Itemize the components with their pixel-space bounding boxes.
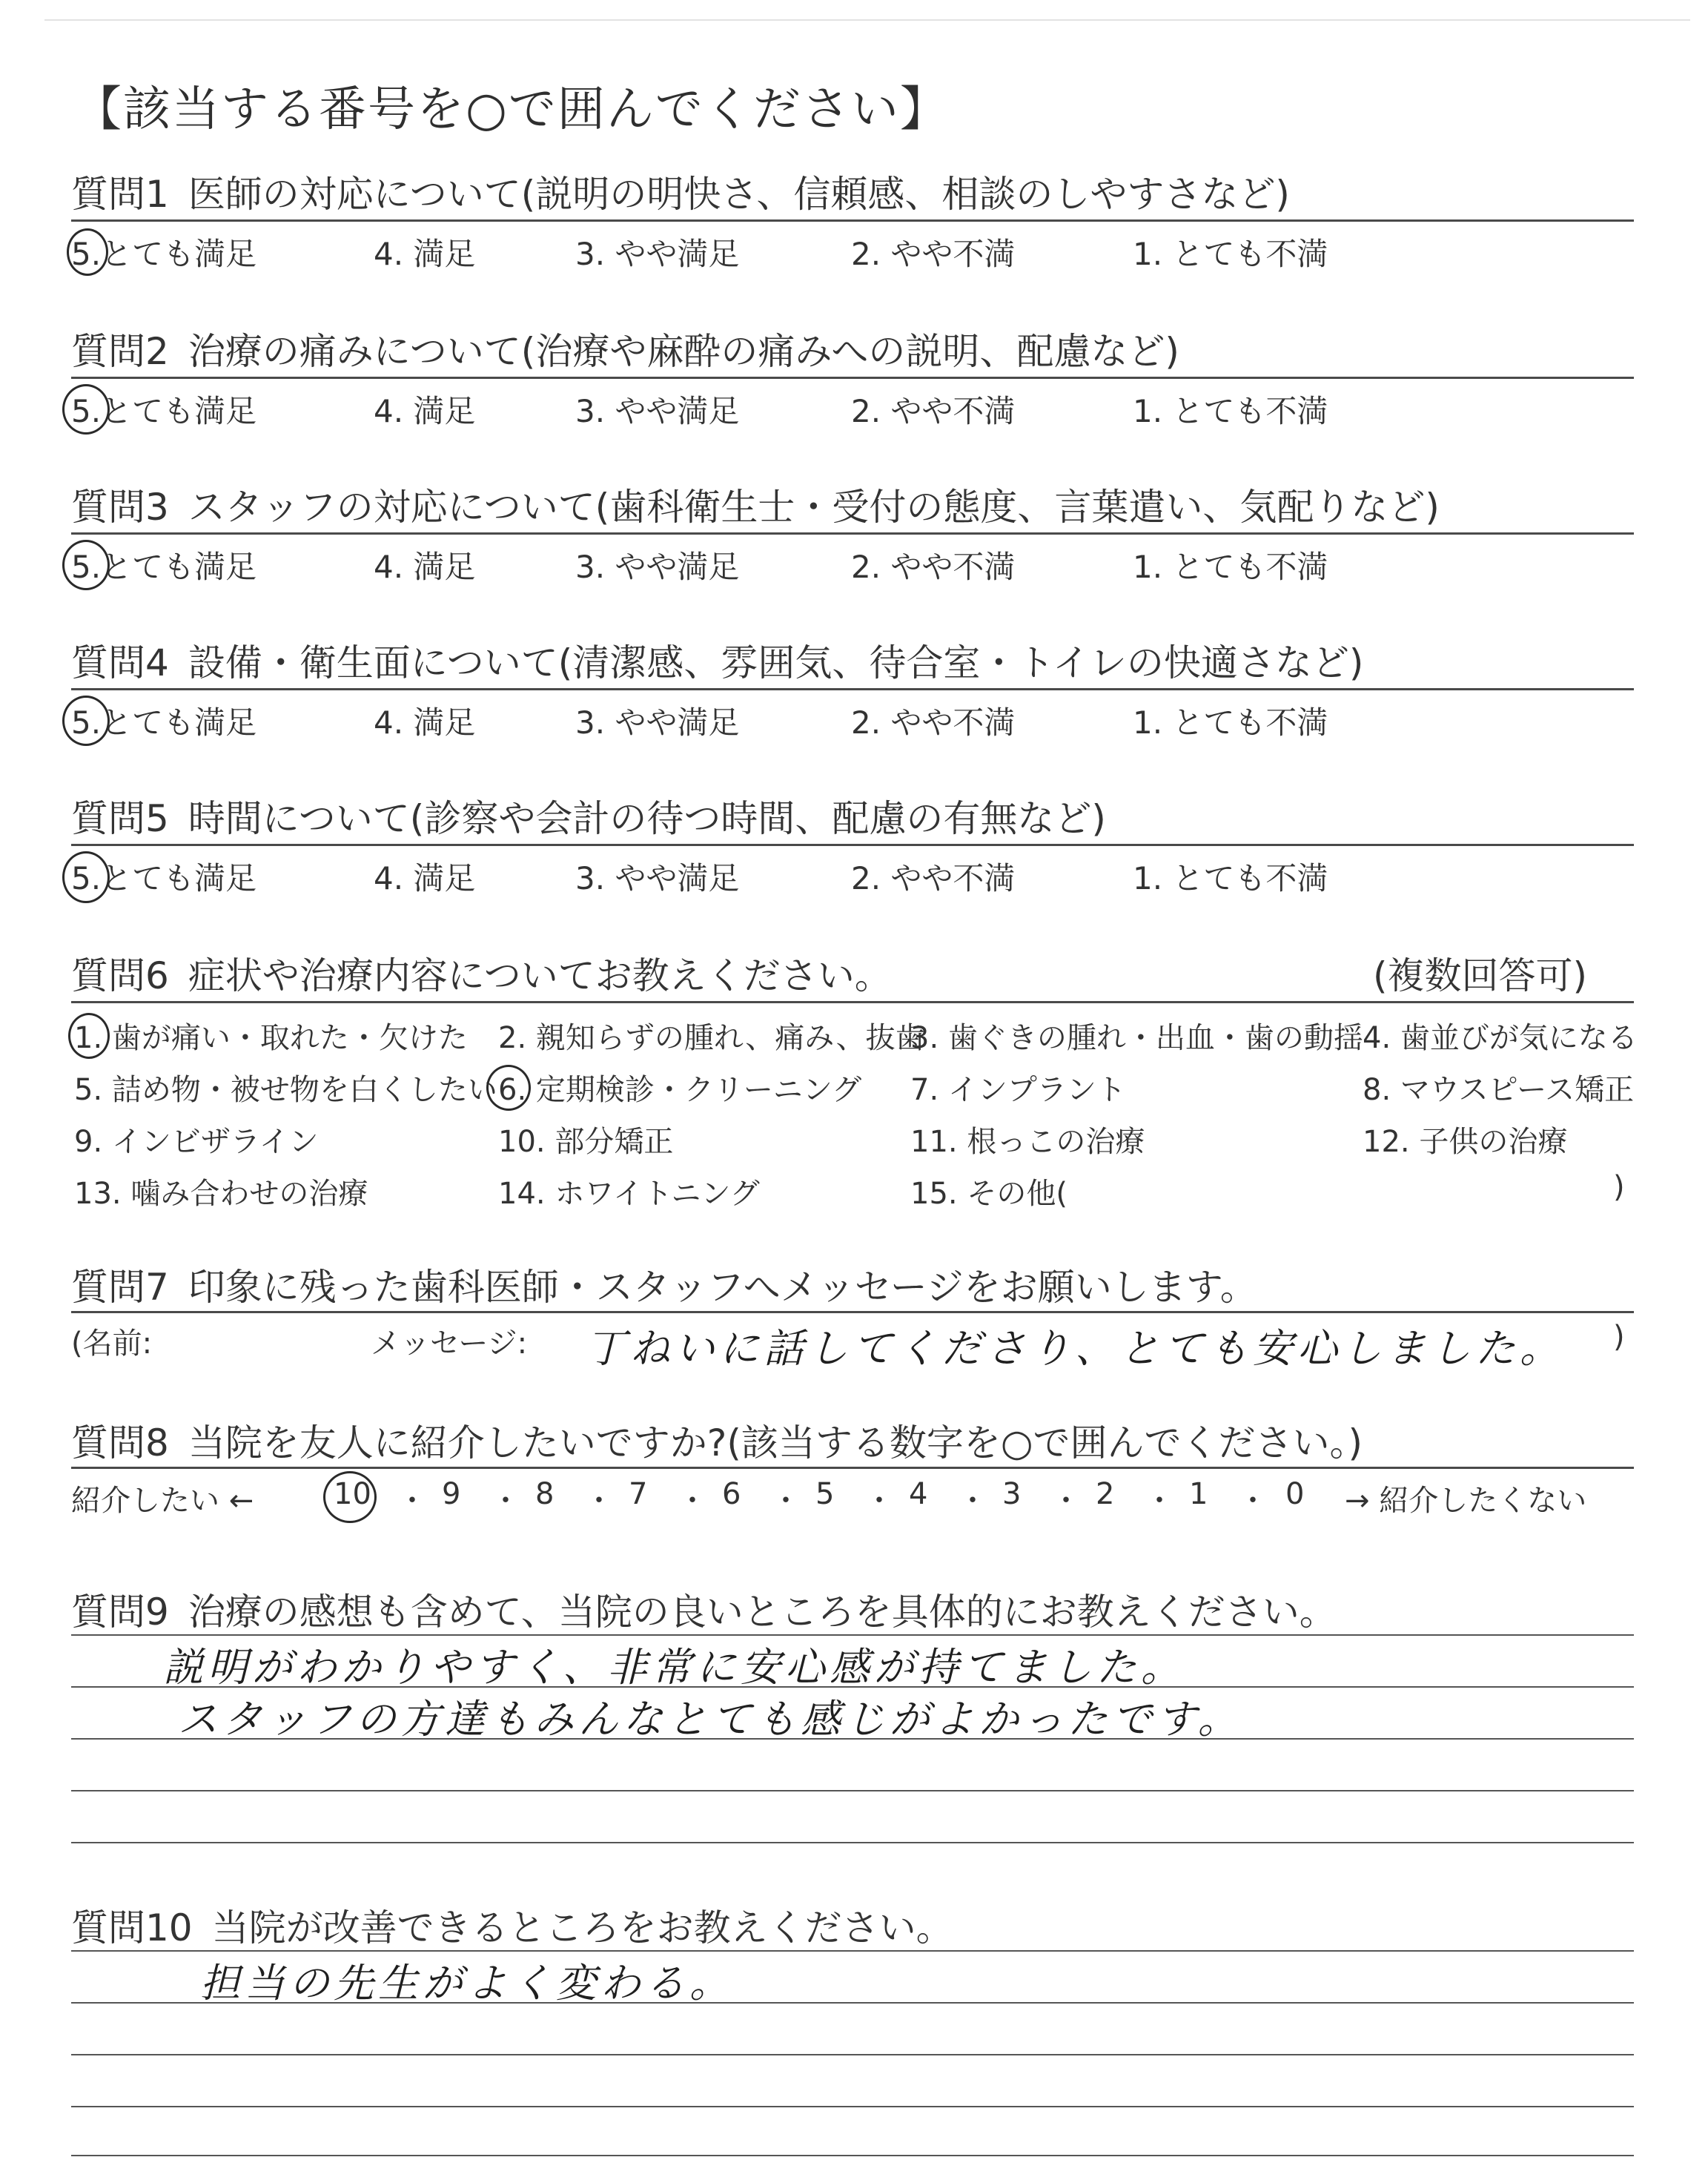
q6-item-4[interactable]: 4. 歯並びが気になる — [1363, 1021, 1638, 1055]
scale-right-label: → 紹介したくない — [1345, 1484, 1587, 1518]
q6-item-15[interactable]: 15. その他( — [910, 1177, 1068, 1211]
question-7 — [71, 1258, 1257, 1311]
handwritten-answer-line-1[interactable]: 説明がわかりやすく、非常に安心感が持てました。 — [163, 1644, 1185, 1691]
question-5 — [71, 789, 1106, 842]
q6-item-8[interactable]: 8. マウスピース矯正 — [1363, 1073, 1635, 1107]
divider — [71, 844, 1634, 846]
q4-option-1[interactable]: 1. とても不満 — [1133, 704, 1328, 741]
answer-line — [71, 1842, 1634, 1843]
question-number: 質問5 — [71, 797, 169, 840]
q5-option-1[interactable]: 1. とても不満 — [1133, 860, 1328, 896]
question-number: 質問8 — [71, 1421, 169, 1464]
multiple-answers-note: (複数回答可) — [1373, 954, 1588, 997]
selection-circle — [62, 696, 110, 746]
question-text: 当院が改善できるところをお教えください。 — [211, 1906, 953, 1949]
divider — [71, 688, 1634, 690]
scale-dot: ・ — [584, 1484, 614, 1518]
q4-option-5[interactable]: 5.とても満足 — [71, 704, 257, 741]
scale-dot: ・ — [958, 1484, 987, 1518]
divider — [71, 532, 1634, 535]
q6-item-2[interactable]: 2. 親知らずの腫れ、痛み、抜歯 — [498, 1021, 925, 1055]
divider — [71, 219, 1634, 222]
q6-item-3[interactable]: 3. 歯ぐきの腫れ・出血・歯の動揺 — [910, 1021, 1363, 1055]
question-6 — [71, 946, 892, 1000]
scale-3[interactable]: 3 — [1002, 1477, 1022, 1511]
name-label: (名前: — [71, 1327, 153, 1361]
question-number: 質問4 — [71, 641, 169, 684]
handwritten-message[interactable]: 丁ねいに話してくださり、とても安心しました。 — [586, 1325, 1564, 1372]
q6-item-5[interactable]: 5. 詰め物・被せ物を白くしたい — [74, 1073, 497, 1107]
selection-circle — [323, 1471, 377, 1523]
divider — [71, 1311, 1634, 1313]
q2-option-2[interactable]: 2. やや不満 — [851, 393, 1016, 429]
q2-option-1[interactable]: 1. とても不満 — [1133, 393, 1328, 429]
top-border — [44, 19, 1690, 21]
question-1 — [71, 165, 1290, 218]
selection-circle — [486, 1065, 531, 1111]
q2-option-3[interactable]: 3. やや満足 — [575, 393, 740, 429]
scale-4[interactable]: 4 — [909, 1477, 928, 1511]
question-number: 質問3 — [71, 486, 169, 529]
question-text: スタッフの対応について(歯科衛生士・受付の態度、言葉遣い、気配りなど) — [188, 486, 1440, 529]
question-text: 印象に残った歯科医師・スタッフへメッセージをお願いします。 — [188, 1266, 1257, 1309]
q1-option-2[interactable]: 2. やや不満 — [851, 236, 1016, 272]
scale-8[interactable]: 8 — [535, 1477, 555, 1511]
scale-dot: ・ — [678, 1484, 707, 1518]
selection-circle — [67, 228, 108, 276]
handwritten-answer-line-2[interactable]: スタッフの方達もみんなとても感じがよかったです。 — [178, 1696, 1242, 1743]
question-10 — [71, 1898, 953, 1952]
question-4 — [71, 633, 1363, 687]
question-text: 時間について(診察や会計の待つ時間、配慮の有無など) — [188, 797, 1106, 840]
scale-5[interactable]: 5 — [815, 1477, 835, 1511]
scale-dot: ・ — [771, 1484, 801, 1518]
scale-dot: ・ — [1051, 1484, 1081, 1518]
q6-item-12[interactable]: 12. 子供の治療 — [1363, 1125, 1568, 1159]
answer-line — [71, 2054, 1634, 2055]
q1-option-3[interactable]: 3. やや満足 — [575, 236, 740, 272]
question-number: 質問1 — [71, 173, 169, 216]
message-close: ) — [1613, 1320, 1625, 1354]
question-number: 質問9 — [71, 1591, 169, 1634]
q1-option-4[interactable]: 4. 満足 — [374, 236, 476, 272]
scale-dot: ・ — [1238, 1484, 1268, 1518]
scale-10[interactable]: 10 — [334, 1477, 371, 1511]
q6-item-9[interactable]: 9. インビザライン — [74, 1125, 319, 1159]
handwritten-answer-line-1[interactable]: 担当の先生がよく変わる。 — [200, 1960, 734, 2007]
q6-item-1[interactable]: 1. 歯が痛い・取れた・欠けた — [74, 1021, 468, 1055]
q6-item-11[interactable]: 11. 根っこの治療 — [910, 1125, 1145, 1159]
question-3 — [71, 478, 1440, 531]
q5-option-5[interactable]: 5.とても満足 — [71, 860, 257, 896]
scale-1[interactable]: 1 — [1189, 1477, 1208, 1511]
q5-option-4[interactable]: 4. 満足 — [374, 860, 476, 896]
scale-0[interactable]: 0 — [1285, 1477, 1305, 1511]
question-number: 質問6 — [71, 954, 169, 997]
q4-option-4[interactable]: 4. 満足 — [374, 704, 476, 741]
q6-item-14[interactable]: 14. ホワイトニング — [498, 1177, 760, 1211]
question-text: 症状や治療内容についてお教えください。 — [188, 954, 892, 997]
question-number: 質問7 — [71, 1266, 169, 1309]
divider — [71, 1467, 1634, 1469]
scale-dot: ・ — [864, 1484, 894, 1518]
scale-dot: ・ — [397, 1484, 427, 1518]
question-8 — [71, 1413, 1363, 1467]
q1-option-1[interactable]: 1. とても不満 — [1133, 236, 1328, 272]
q3-option-3[interactable]: 3. やや満足 — [575, 549, 740, 585]
answer-line — [71, 2155, 1634, 2156]
q3-option-1[interactable]: 1. とても不満 — [1133, 549, 1328, 585]
scale-2[interactable]: 2 — [1096, 1477, 1115, 1511]
divider — [71, 377, 1634, 379]
divider — [71, 1001, 1634, 1003]
answer-line — [71, 1790, 1634, 1791]
q1-option-5[interactable]: 5.とても満足 — [71, 236, 257, 272]
question-number: 質問10 — [71, 1906, 193, 1949]
message-label: メッセージ: — [371, 1327, 528, 1361]
scale-9[interactable]: 9 — [442, 1477, 461, 1511]
q6-other-close: ) — [1613, 1170, 1625, 1204]
page-title: 【該当する番号を○で囲んでください】 — [74, 82, 949, 137]
scale-left-label: 紹介したい ← — [71, 1484, 254, 1518]
scale-dot: ・ — [491, 1484, 520, 1518]
q3-option-2[interactable]: 2. やや不満 — [851, 549, 1016, 585]
selection-circle — [68, 1013, 110, 1059]
question-text: 治療の痛みについて(治療や麻酔の痛みへの説明、配慮など) — [188, 330, 1179, 373]
q2-option-4[interactable]: 4. 満足 — [374, 393, 476, 429]
question-text: 治療の感想も含めて、当院の良いところを具体的にお教えください。 — [188, 1591, 1337, 1634]
q6-item-7[interactable]: 7. インプラント — [910, 1073, 1126, 1107]
q4-option-2[interactable]: 2. やや不満 — [851, 704, 1016, 741]
scale-7[interactable]: 7 — [629, 1477, 648, 1511]
q5-option-3[interactable]: 3. やや満足 — [575, 860, 740, 896]
question-text: 当院を友人に紹介したいですか?(該当する数字を○で囲んでください。) — [188, 1421, 1363, 1464]
question-text: 設備・衛生面について(清潔感、雰囲気、待合室・トイレの快適さなど) — [188, 641, 1364, 684]
selection-circle — [62, 540, 110, 590]
question-9 — [71, 1582, 1337, 1636]
question-number: 質問2 — [71, 330, 169, 373]
selection-circle — [62, 851, 110, 903]
question-2 — [71, 322, 1179, 375]
q3-option-5[interactable]: 5.とても満足 — [71, 549, 257, 585]
q6-item-6[interactable]: 6. 定期検診・クリーニング — [498, 1073, 862, 1107]
selection-circle — [62, 384, 110, 435]
answer-line — [71, 2106, 1634, 2107]
question-text: 医師の対応について(説明の明快さ、信頼感、相談のしやすさなど) — [188, 173, 1290, 216]
q5-option-2[interactable]: 2. やや不満 — [851, 860, 1016, 896]
q6-item-13[interactable]: 13. 噛み合わせの治療 — [74, 1177, 368, 1211]
q6-item-10[interactable]: 10. 部分矯正 — [498, 1125, 674, 1159]
q4-option-3[interactable]: 3. やや満足 — [575, 704, 740, 741]
q3-option-4[interactable]: 4. 満足 — [374, 549, 476, 585]
q2-option-5[interactable]: 5.とても満足 — [71, 393, 257, 429]
scale-dot: ・ — [1145, 1484, 1174, 1518]
scale-6[interactable]: 6 — [722, 1477, 741, 1511]
